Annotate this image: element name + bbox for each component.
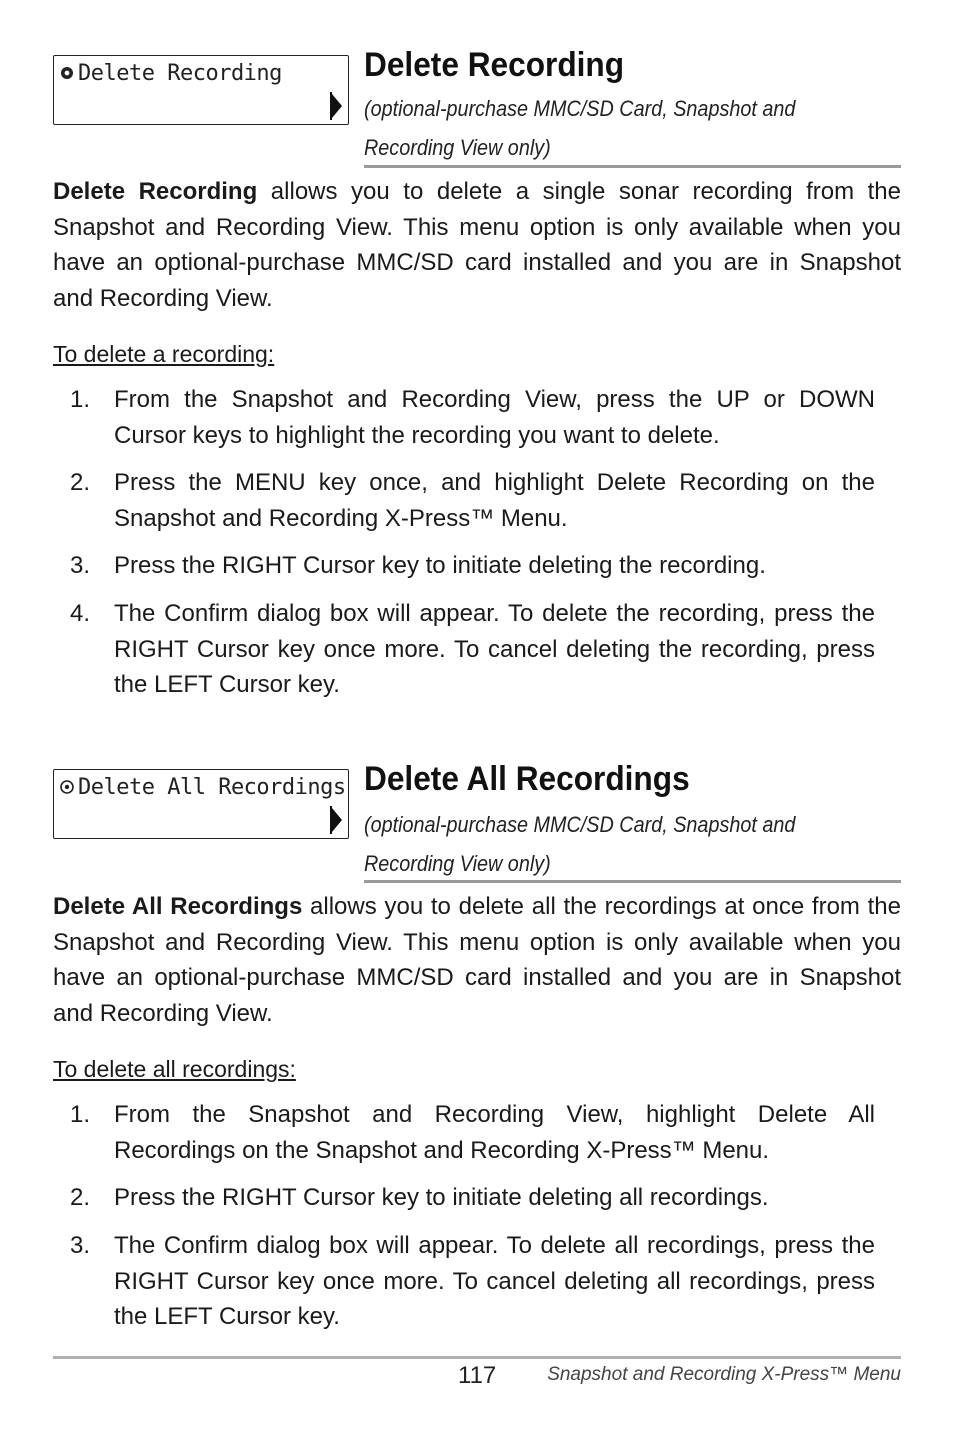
section-intro [53, 889, 901, 1031]
list-item [70, 465, 875, 536]
gear-icon [60, 66, 74, 80]
footer-rule [53, 1356, 901, 1359]
procedure-heading: To delete all recordings: [53, 1056, 296, 1082]
step-text: Press the MENU key once, and highlight Delete Recording on the Snapshot and Recording X-Press™ Menu. [114, 469, 875, 532]
right-arrow-icon[interactable] [332, 808, 342, 832]
section-subtitle: (optional-purchase MMC/SD Card, Snapshot and Recording View only) [364, 96, 796, 160]
section-title: Delete All Recordings [364, 760, 690, 798]
footer-section-title: Snapshot and Recording X-Press™ Menu [547, 1364, 901, 1385]
section-title: Delete Recording [364, 46, 625, 84]
intro-bold-term: Delete Recording [53, 178, 258, 205]
step-text: From the Snapshot and Recording View, highlight Delete All Recordings on the Snapshot and Recording X-Press™ Menu. [114, 1101, 875, 1164]
step-number: 2. [70, 1184, 91, 1211]
step-text: Press the RIGHT Cursor key to initiate deleting all recordings. [114, 1184, 769, 1211]
section-rule [364, 880, 901, 883]
step-text: From the Snapshot and Recording View, press the UP or DOWN Cursor keys to highlight the recording you want to delete. [114, 386, 875, 449]
step-text: The Confirm dialog box will appear. To delete all recordings, press the RIGHT Cursor key once more. To cancel deleting all recordings, press the LEFT Cursor key. [114, 1232, 875, 1330]
list-item [70, 1228, 875, 1335]
step-number: 3. [70, 1232, 91, 1259]
gear-icon [60, 780, 74, 794]
intro-bold-term: Delete All Recordings [53, 893, 303, 920]
step-number: 4. [70, 600, 91, 627]
step-text: The Confirm dialog box will appear. To delete the recording, press the RIGHT Cursor key once more. To cancel deleting the recording, press the LEFT Cursor key. [114, 600, 875, 698]
page-number: 117 [458, 1362, 497, 1389]
menu-item-label: Delete Recording [78, 61, 282, 86]
step-number: 1. [70, 1101, 91, 1128]
list-item [70, 1097, 875, 1168]
step-number: 3. [70, 552, 91, 579]
step-number: 1. [70, 386, 91, 413]
delete-recording-menu-item[interactable] [53, 55, 349, 125]
procedure-heading: To delete a recording: [53, 341, 275, 367]
section-intro [53, 174, 901, 316]
delete-all-recordings-menu-item[interactable] [53, 769, 349, 839]
list-item [70, 382, 875, 453]
intro-text: allows you to delete all the recordings at once from the Snapshot and Recording View. This menu option is only available when you have an optional-purchase MMC/SD card installed and you are in Snapshot and Recording View. [53, 893, 902, 1027]
right-arrow-icon[interactable] [332, 94, 342, 118]
list-item [70, 1180, 875, 1216]
menu-item-label: Delete All Recordings [78, 775, 346, 800]
section-rule [364, 165, 901, 168]
section-subtitle: (optional-purchase MMC/SD Card, Snapshot and Recording View only) [364, 812, 796, 876]
step-text: Press the RIGHT Cursor key to initiate deleting the recording. [114, 552, 766, 579]
intro-text: allows you to delete a single sonar recording from the Snapshot and Recording View. This menu option is only available when you have an optional-purchase MMC/SD card installed and you are in Snapshot and Recording View. [53, 178, 901, 312]
step-number: 2. [70, 469, 91, 496]
list-item [70, 548, 875, 584]
list-item [70, 596, 875, 703]
